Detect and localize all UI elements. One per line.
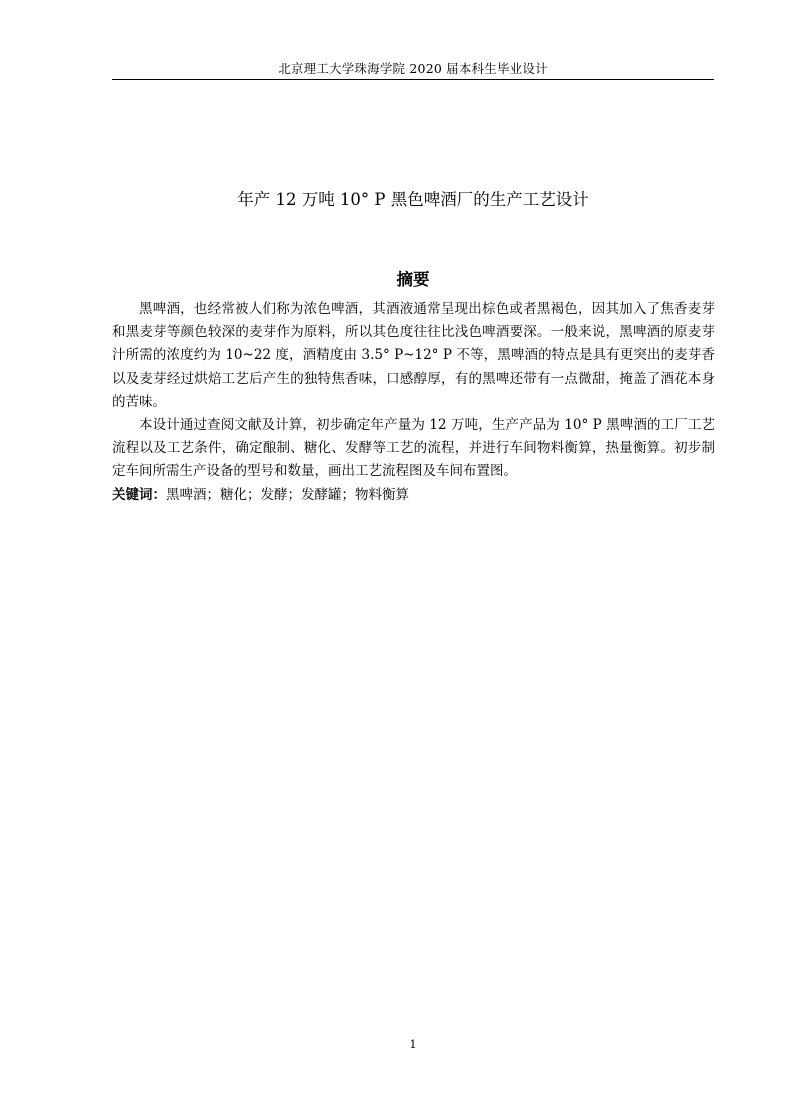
thesis-title: 年产 12 万吨 10° P 黑色啤酒厂的生产工艺设计 [237, 190, 589, 209]
keywords-line [112, 484, 715, 507]
abstract-heading: 摘要 [396, 270, 430, 289]
keywords-text: 黑啤酒；糖化；发酵；发酵罐；物料衡算 [166, 486, 409, 503]
keywords-label: 关键词： [112, 486, 166, 503]
abstract-body [112, 298, 715, 507]
abstract-paragraph-1: 黑啤酒，也经常被人们称为浓色啤酒，其酒液通常呈现出棕色或者黑褐色，因其加入了焦香麦芽和黑麦芽等颜色较深的麦芽作为原料，所以其色度往往比浅色啤酒要深。一般来说，黑啤酒的原麦芽汁所需的浓度约为 10~22 度，酒精度由 3.5° P~12° P 不等，黑啤酒的特点是具有更突出的麦芽香以及麦芽经过烘焙工艺后产生的独特焦香味，口感醇厚，有的黑啤还带有一点微甜，掩盖了酒花本身的苦味。 [112, 301, 715, 410]
header-divider [112, 79, 714, 80]
page-header: 北京理工大学珠海学院 2020 届本科生毕业设计 [278, 61, 548, 76]
page-number: 1 [409, 1038, 417, 1051]
abstract-paragraph-2: 本设计通过查阅文献及计算，初步确定年产量为 12 万吨，生产产品为 10° P 黑啤酒的工厂工艺流程以及工艺条件，确定酿制、糖化、发酵等工艺的流程，并进行车间物料衡算，热量衡算。初步制定车间所需生产设备的型号和数量，画出工艺流程图及车间布置图。 [112, 417, 715, 480]
